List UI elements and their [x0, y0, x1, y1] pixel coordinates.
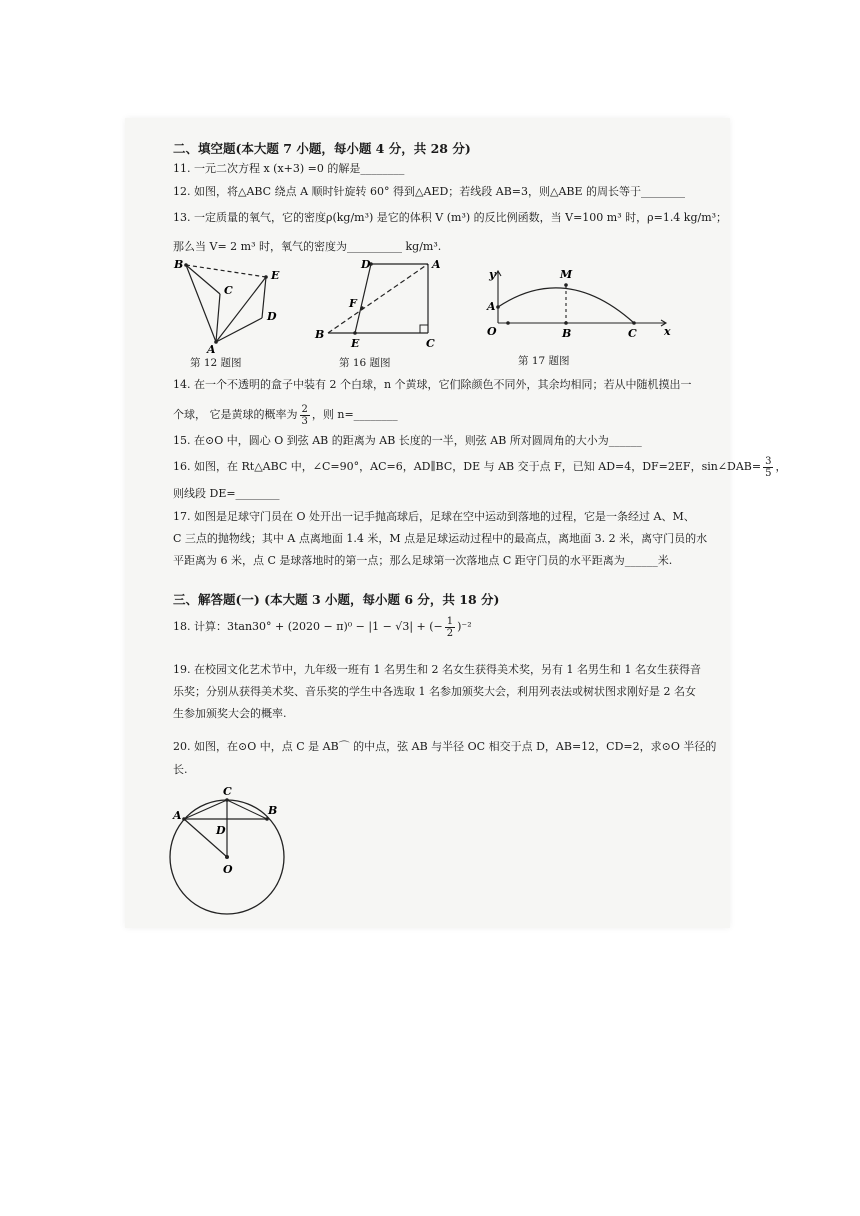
fig12-caption: 第 12 题图 — [190, 357, 242, 369]
fig17-label-x: x — [664, 325, 671, 338]
fig17-label-y: y — [489, 268, 496, 281]
fig20-label-d: D — [216, 824, 226, 837]
question-19-line1: 19. 在校园文化艺术节中，九年级一班有 1 名男生和 2 名女生获得美术奖，另有 1 名男生和 1 名女生获得音 — [173, 663, 701, 676]
fig20-label-b: B — [268, 804, 278, 817]
q16-text-a: 16. 如图，在 Rt△ABC 中，∠C=90°，AC=6，AD∥BC，DE 与 AB 交于点 F，已知 AD=4，DF=2EF，sin∠DAB= — [173, 460, 762, 473]
question-16-line2: 则线段 DE=________ — [173, 487, 280, 500]
fig16-label-e: E — [351, 337, 360, 350]
q16-frac-den: 5 — [765, 467, 772, 479]
q16-frac-num: 3 — [765, 455, 772, 467]
question-18 — [173, 614, 730, 640]
question-13-line1: 13. 一定质量的氧气，它的密度ρ(kg/m³) 是它的体积 V (m³) 的反比例函数，当 V=100 m³ 时，ρ=1.4 kg/m³； — [173, 211, 728, 224]
question-20-line2: 长. — [173, 763, 188, 776]
fig20-label-a: A — [173, 809, 182, 822]
question-19-line3: 生参加颁奖大会的概率. — [173, 707, 287, 720]
q14-frac-den: 3 — [301, 415, 308, 427]
question-14-line1: 14. 在一个不透明的盒子中装有 2 个白球，n 个黄球，它们除颜色不同外，其余均相同；若从中随机摸出一 — [173, 378, 692, 391]
fig16-caption: 第 16 题图 — [339, 357, 391, 369]
figure-17 — [480, 263, 675, 348]
section3-heading: 三、解答题(一) (本大题 3 小题，每小题 6 分，共 18 分) — [173, 592, 500, 607]
q18-text-a: 18. 计算：3tan30° + (2020 − π)⁰ − |1 − √3| + (− — [173, 620, 443, 633]
q16-text-b: ， — [775, 460, 787, 473]
question-20-line1: 20. 如图，在⊙O 中，点 C 是 AB⌒ 的中点，弦 AB 与半径 OC 相交于点 D，AB=12，CD=2，求⊙O 半径的 — [173, 740, 717, 753]
figure-20 — [165, 781, 305, 921]
question-19-line2: 乐奖；分别从获得美术奖、音乐奖的学生中各选取 1 名参加颁奖大会，利用列表法或树状图求刚好是 2 名女 — [173, 685, 696, 698]
fig16-label-f: F — [349, 297, 357, 310]
q14-fraction — [300, 404, 310, 427]
question-17-line2: C 三点的抛物线；其中 A 点离地面 1.4 米，M 点是足球运动过程中的最高点，离地面 3. 2 米，离守门员的水 — [173, 532, 708, 545]
q18-frac-den: 2 — [446, 627, 454, 639]
question-12: 12. 如图，将△ABC 绕点 A 顺时针旋转 60° 得到△AED；若线段 AB=3，则△ABE 的周长等于________ — [173, 185, 686, 198]
fig17-label-c: C — [628, 327, 637, 340]
q18-fraction — [445, 616, 455, 639]
fig12-label-a: A — [207, 343, 216, 356]
question-17-line1: 17. 如图是足球守门员在 O 处开出一记手抛高球后，足球在空中运动到落地的过程，它是一条经过 A、M、 — [173, 510, 695, 523]
fig12-label-c: C — [224, 284, 233, 297]
q16-fraction — [763, 456, 773, 479]
question-16-line1 — [173, 454, 787, 480]
fig17-label-m: M — [560, 268, 573, 281]
q14-text-b: ，则 n=________ — [311, 408, 398, 421]
question-11: 11. 一元二次方程 x (x+3) =0 的解是________ — [173, 162, 405, 175]
fig12-label-b: B — [174, 258, 184, 271]
fig17-label-a: A — [487, 300, 496, 313]
figure-16 — [311, 256, 441, 356]
fig12-label-e: E — [271, 269, 280, 282]
fig16-label-d: D — [361, 258, 371, 271]
question-14-line2 — [173, 402, 730, 428]
fig17-label-o: O — [487, 325, 497, 338]
fig16-label-b: B — [315, 328, 325, 341]
fig20-label-c: C — [223, 785, 232, 798]
fig17-label-b: B — [562, 327, 572, 340]
question-15: 15. 在⊙O 中，圆心 O 到弦 AB 的距离为 AB 长度的一半，则弦 AB 所对圆周角的大小为______ — [173, 434, 642, 447]
fig12-label-d: D — [267, 310, 277, 323]
fig20-label-o: O — [223, 863, 233, 876]
question-13-line2: 那么当 V= 2 m³ 时，氧气的密度为__________ kg/m³. — [173, 240, 442, 253]
q14-frac-num: 2 — [301, 403, 308, 415]
question-17-line3: 平距离为 6 米，点 C 是球落地时的第一点；那么足球第一次落地点 C 距守门员的水平距离为______米. — [173, 554, 673, 567]
fig16-label-a: A — [432, 258, 441, 271]
fig17-caption: 第 17 题图 — [518, 355, 570, 367]
exam-page — [125, 118, 787, 928]
section2-heading: 二、填空题(本大题 7 小题，每小题 4 分，共 28 分) — [173, 141, 471, 156]
q18-frac-num: 1 — [446, 615, 454, 627]
figure-12 — [173, 256, 293, 356]
fig16-label-c: C — [426, 337, 435, 350]
q14-text-a: 个球， 它是黄球的概率为 — [173, 408, 298, 421]
q18-text-b: )⁻² — [457, 620, 472, 633]
